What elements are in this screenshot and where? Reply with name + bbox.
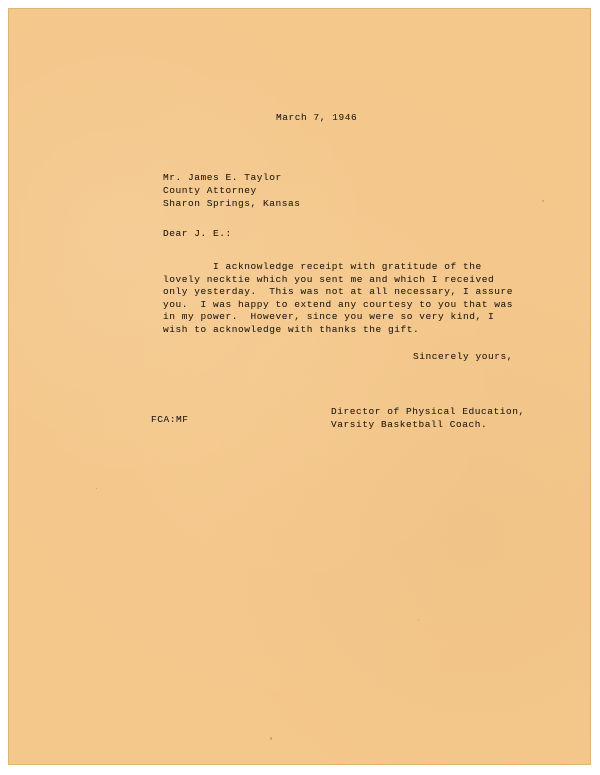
paper-speck (270, 737, 272, 740)
salutation: Dear J. E.: (163, 228, 232, 239)
paper-speck (418, 619, 419, 620)
body-line: in my power. However, since you were so very kind, I (163, 311, 495, 323)
reference-initials: FCA:MF (151, 414, 189, 425)
closing: Sincerely yours, (413, 351, 514, 362)
body-line: you. I was happy to extend any courtesy to you that was (163, 298, 514, 310)
paper-speck (542, 200, 544, 202)
letter-date: March 7, 1946 (276, 112, 358, 123)
letter-body (163, 262, 513, 338)
recipient-title: County Attorney (163, 185, 257, 196)
signature-title-line1: Director of Physical Education, (331, 406, 525, 417)
recipient-name: Mr. James E. Taylor (163, 172, 282, 183)
body-line: lovely necktie which you sent me and which I received (163, 273, 495, 285)
letter-paper (8, 8, 591, 765)
recipient-location: Sharon Springs, Kansas (163, 198, 301, 209)
body-line: only yesterday. This was not at all necessary, I assure (163, 286, 514, 298)
paper-speck (96, 488, 97, 489)
signature-title-line2: Varsity Basketball Coach. (331, 419, 488, 430)
body-line: wish to acknowledge with thanks the gift. (163, 323, 420, 335)
body-line: I acknowledge receipt with gratitude of the (163, 261, 482, 272)
